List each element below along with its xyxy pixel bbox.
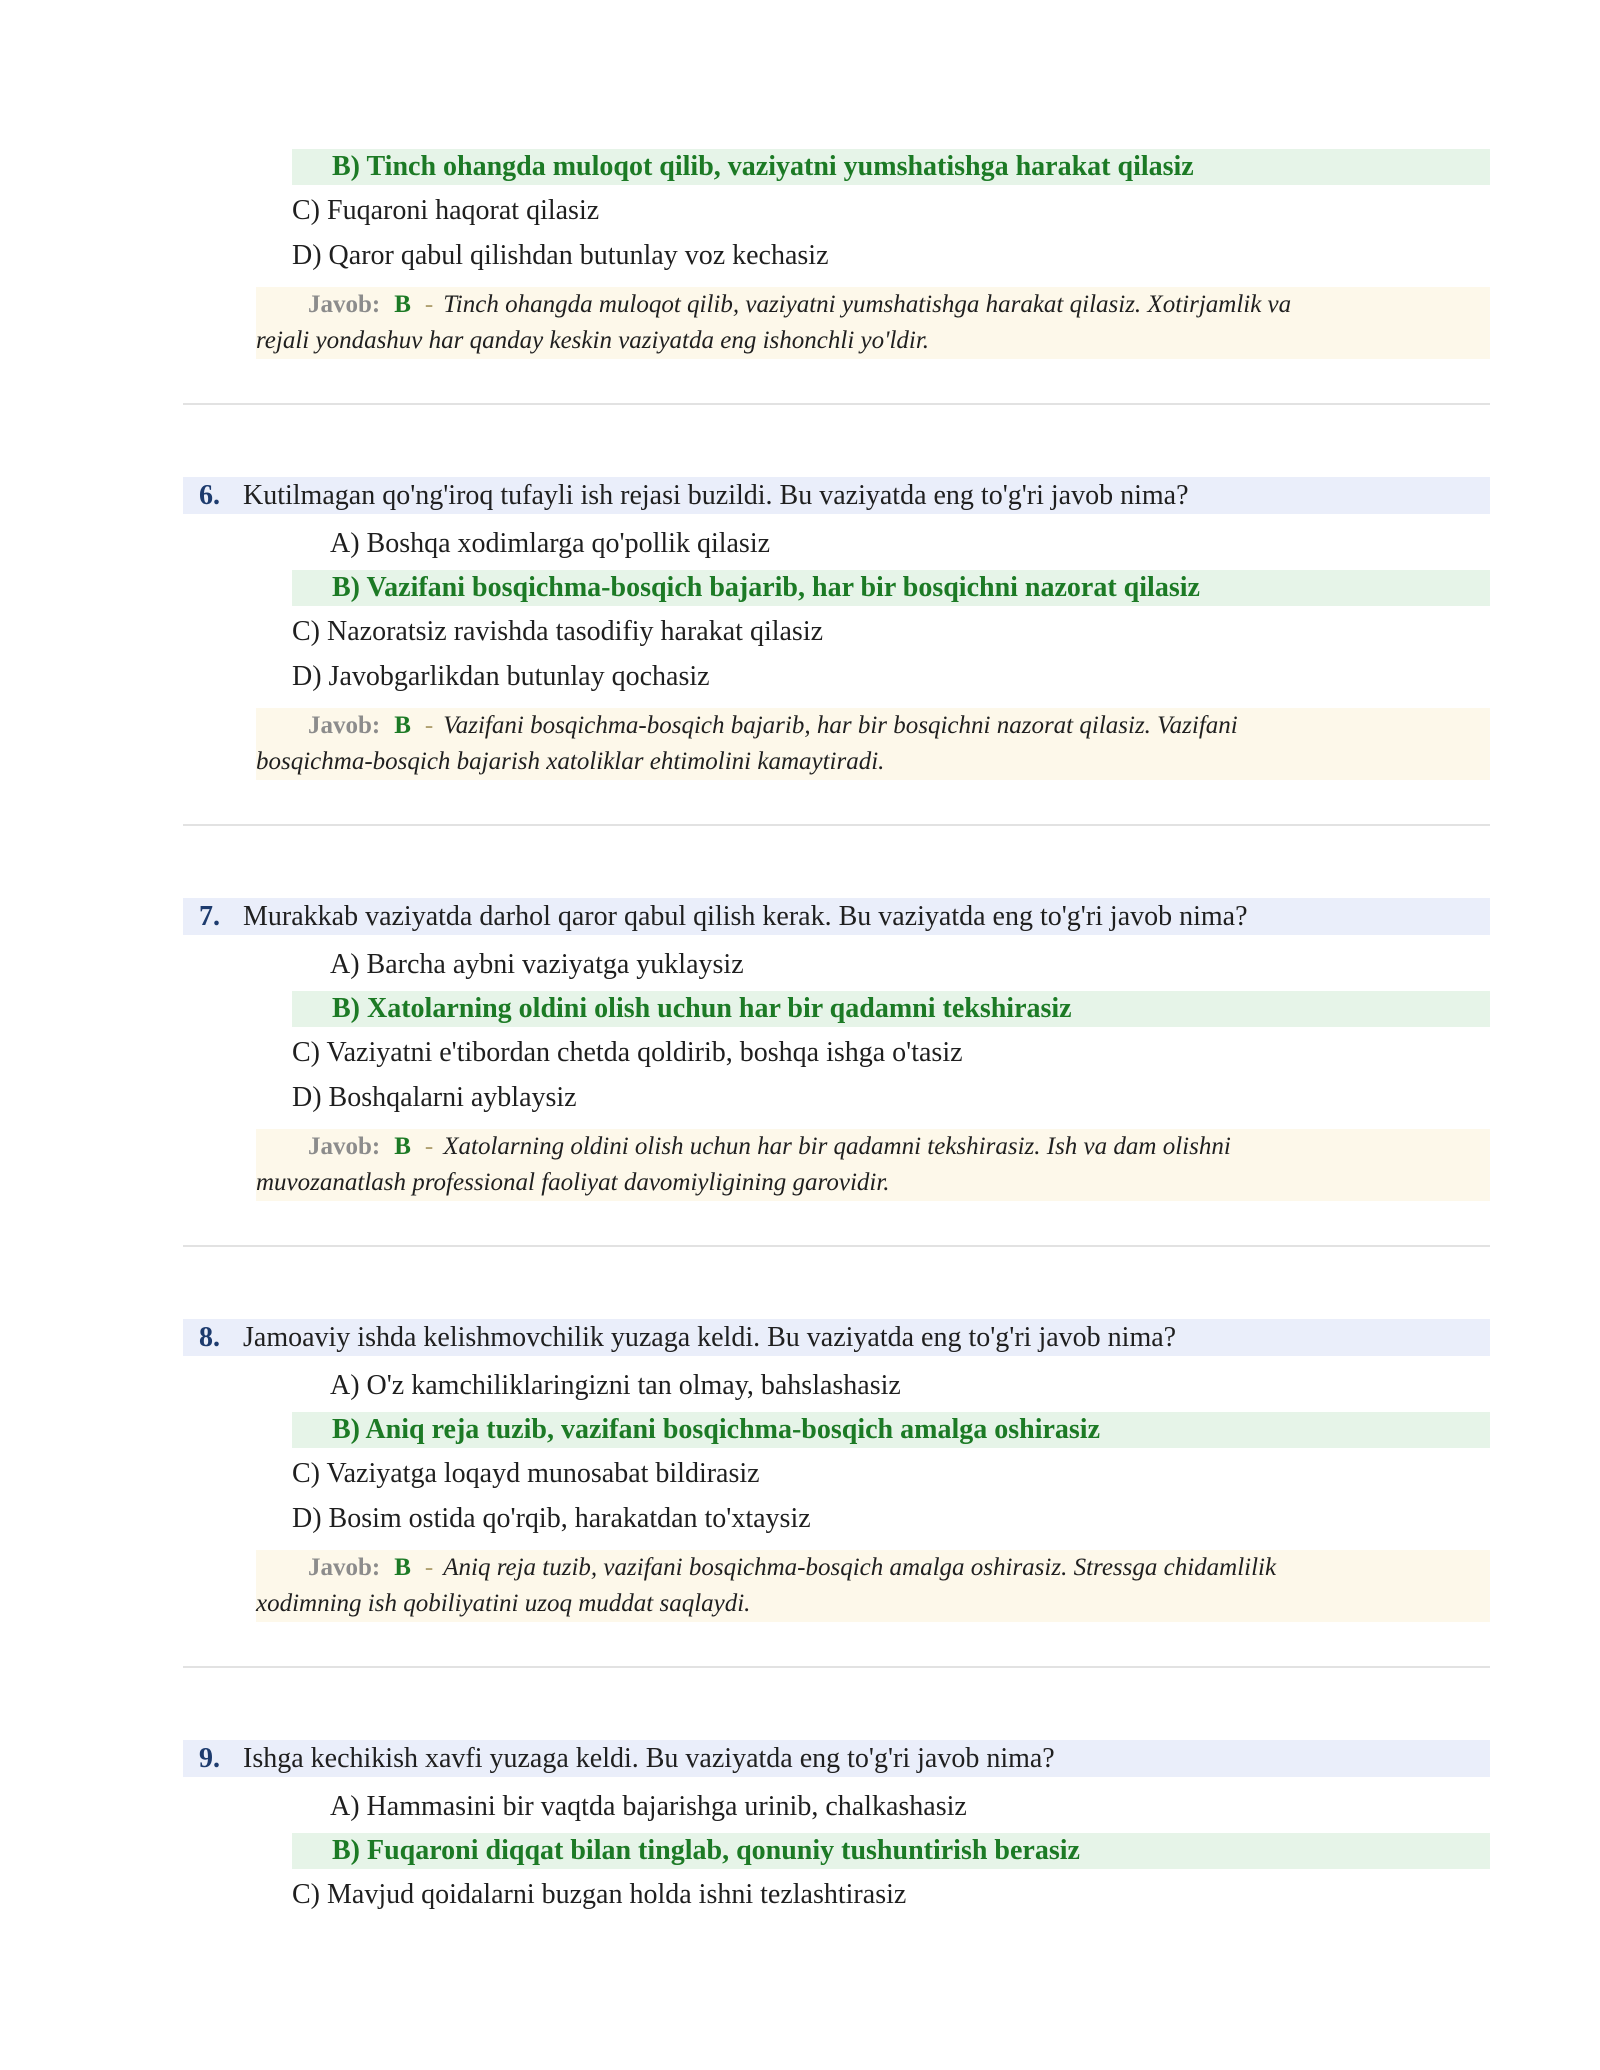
question-divider: [183, 1666, 1490, 1668]
q8-option-b-correct[interactable]: B) Aniq reja tuzib, vazifani bosqichma-bosqich amalga oshirasiz: [292, 1412, 1490, 1448]
answer-explanation-line2: muvozanatlash professional faoliyat davomiyligining garovidir.: [256, 1169, 890, 1196]
question-8: [183, 1319, 1490, 1356]
answer-letter: B: [394, 1133, 411, 1160]
answer-explanation-line1: Tinch ohangda muloqot qilib, vaziyatni yumshatishga harakat qilasiz. Xotirjamlik va: [443, 291, 1292, 318]
q6-option-a[interactable]: A) Boshqa xodimlarga qo'pollik qilasiz: [330, 528, 771, 559]
q6-option-c[interactable]: C) Nazoratsiz ravishda tasodifiy harakat qilasiz: [292, 616, 824, 647]
question-divider: [183, 1245, 1490, 1247]
q6-option-d[interactable]: D) Javobgarlikdan butunlay qochasiz: [292, 661, 710, 692]
answer-label: Javob:: [308, 291, 381, 318]
question-text: Jamoaviy ishda kelishmovchilik yuzaga keldi. Bu vaziyatda eng to'g'ri javob nima?: [243, 1322, 1177, 1353]
question-divider: [183, 824, 1490, 826]
q7-answer-box: [256, 1129, 1490, 1201]
q5-answer-box: [256, 287, 1490, 359]
q8-option-d[interactable]: D) Bosim ostida qo'rqib, harakatdan to'xtaysiz: [292, 1503, 811, 1534]
answer-explanation-line1: Xatolarning oldini olish uchun har bir qadamni tekshirasiz. Ish va dam olishni: [443, 1133, 1231, 1160]
answer-explanation-line2: bosqichma-bosqich bajarish xatoliklar ehtimolini kamaytiradi.: [256, 748, 885, 775]
q7-option-d[interactable]: D) Boshqalarni ayblaysiz: [292, 1082, 577, 1113]
question-number: 8.: [199, 1322, 220, 1353]
q7-option-c[interactable]: C) Vaziyatni e'tibordan chetda qoldirib, boshqa ishga o'tasiz: [292, 1037, 963, 1068]
q7-option-a[interactable]: A) Barcha aybni vaziyatga yuklaysiz: [330, 949, 744, 980]
q8-answer-box: [256, 1550, 1490, 1622]
question-6: [183, 477, 1490, 514]
q6-option-b-correct[interactable]: B) Vazifani bosqichma-bosqich bajarib, har bir bosqichni nazorat qilasiz: [292, 570, 1490, 606]
answer-separator: -: [424, 1133, 434, 1160]
answer-separator: -: [424, 1554, 434, 1581]
q5-option-c[interactable]: C) Fuqaroni haqorat qilasiz: [292, 195, 600, 226]
q5-option-b-correct[interactable]: B) Tinch ohangda muloqot qilib, vaziyatni yumshatishga harakat qilasiz: [292, 149, 1490, 185]
question-text: Ishga kechikish xavfi yuzaga keldi. Bu vaziyatda eng to'g'ri javob nima?: [243, 1743, 1055, 1774]
q8-option-a[interactable]: A) O'z kamchiliklaringizni tan olmay, bahslashasiz: [330, 1370, 901, 1401]
question-7: [183, 898, 1490, 935]
question-text: Murakkab vaziyatda darhol qaror qabul qilish kerak. Bu vaziyatda eng to'g'ri javob nima?: [243, 901, 1248, 932]
answer-separator: -: [424, 291, 434, 318]
q9-option-c[interactable]: C) Mavjud qoidalarni buzgan holda ishni tezlashtirasiz: [292, 1879, 907, 1910]
answer-label: Javob:: [308, 712, 381, 739]
question-number: 9.: [199, 1743, 220, 1774]
answer-letter: B: [394, 1554, 411, 1581]
answer-letter: B: [394, 291, 411, 318]
question-number: 7.: [199, 901, 220, 932]
answer-separator: -: [424, 712, 434, 739]
q6-answer-box: [256, 708, 1490, 780]
question-number: 6.: [199, 480, 220, 511]
question-text: Kutilmagan qo'ng'iroq tufayli ish rejasi buzildi. Bu vaziyatda eng to'g'ri javob nima?: [243, 480, 1189, 511]
q5-option-d[interactable]: D) Qaror qabul qilishdan butunlay voz kechasiz: [292, 240, 829, 271]
q8-option-c[interactable]: C) Vaziyatga loqayd munosabat bildirasiz: [292, 1458, 760, 1489]
q9-option-b-correct[interactable]: B) Fuqaroni diqqat bilan tinglab, qonuniy tushuntirish berasiz: [292, 1833, 1490, 1869]
answer-label: Javob:: [308, 1554, 381, 1581]
answer-explanation-line2: xodimning ish qobiliyatini uzoq muddat saqlaydi.: [256, 1590, 751, 1617]
answer-explanation-line1: Aniq reja tuzib, vazifani bosqichma-bosqich amalga oshirasiz. Stressga chidamlilik: [443, 1554, 1277, 1581]
q7-option-b-correct[interactable]: B) Xatolarning oldini olish uchun har bir qadamni tekshirasiz: [292, 991, 1490, 1027]
question-divider: [183, 403, 1490, 405]
answer-label: Javob:: [308, 1133, 381, 1160]
answer-letter: B: [394, 712, 411, 739]
answer-explanation-line2: rejali yondashuv har qanday keskin vaziyatda eng ishonchli yo'ldir.: [256, 327, 930, 354]
q9-option-a[interactable]: A) Hammasini bir vaqtda bajarishga urinib, chalkashasiz: [330, 1791, 967, 1822]
question-9: [183, 1740, 1490, 1777]
answer-explanation-line1: Vazifani bosqichma-bosqich bajarib, har bir bosqichni nazorat qilasiz. Vazifani: [443, 712, 1238, 739]
